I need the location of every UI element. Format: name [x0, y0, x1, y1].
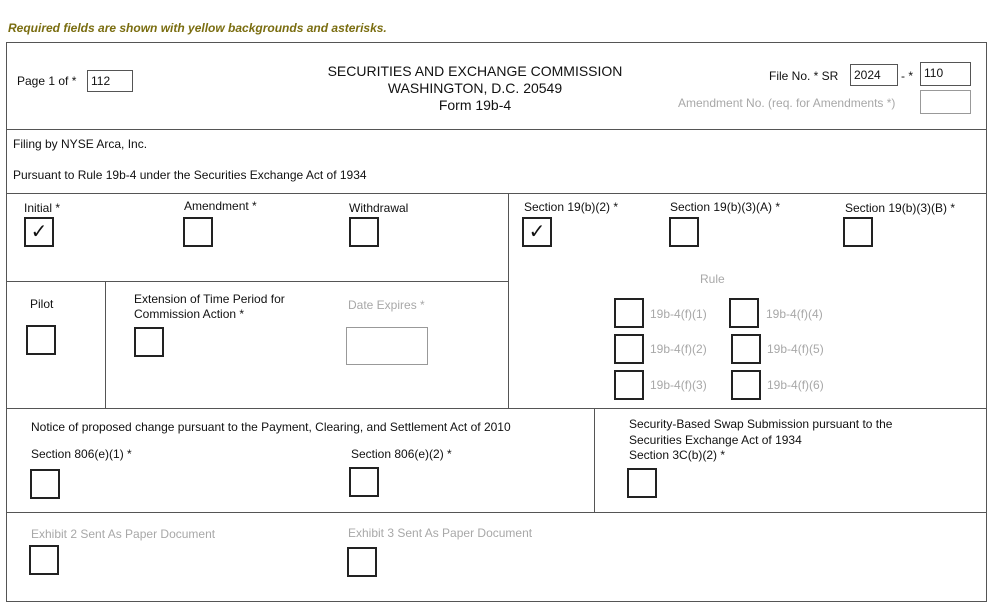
form-frame	[6, 42, 987, 602]
rule-19b4f3-checkbox[interactable]	[614, 370, 644, 400]
section-19b2-label: Section 19(b)(2) *	[524, 200, 619, 214]
amendment-number-field[interactable]	[920, 90, 971, 114]
swap-checkbox[interactable]	[627, 468, 657, 498]
file-year-field[interactable]: 2024	[850, 64, 898, 86]
divider-payment-exhibits	[6, 512, 987, 513]
pilot-label: Pilot	[30, 297, 54, 311]
section-19b3b-label: Section 19(b)(3)(B) *	[845, 201, 956, 215]
page-label: Page 1 of *	[17, 74, 77, 88]
section-806e1-label: Section 806(e)(1) *	[31, 447, 132, 461]
rule-19b4f6-label: 19b-4(f)(6)	[767, 378, 824, 392]
section-19b3a-checkbox[interactable]	[669, 217, 699, 247]
extension-checkbox[interactable]	[134, 327, 164, 357]
divider-header	[6, 129, 987, 130]
section-806e2-checkbox[interactable]	[349, 467, 379, 497]
exhibit2-checkbox[interactable]	[29, 545, 59, 575]
extension-label-line2: Commission Action *	[134, 307, 245, 321]
section-19b3b-checkbox[interactable]	[843, 217, 873, 247]
divider-left-right	[508, 193, 509, 408]
rule-19b4f1-checkbox[interactable]	[614, 298, 644, 328]
rule-19b4f3-label: 19b-4(f)(3)	[650, 378, 707, 392]
initial-checkbox[interactable]: ✓	[24, 217, 54, 247]
rule-19b4f5-checkbox[interactable]	[731, 334, 761, 364]
rule-19b4f5-label: 19b-4(f)(5)	[767, 342, 824, 356]
pilot-checkbox[interactable]	[26, 325, 56, 355]
section-19b2-checkbox[interactable]: ✓	[522, 217, 552, 247]
section-19b3a-label: Section 19(b)(3)(A) *	[670, 200, 781, 214]
exhibit3-checkbox[interactable]	[347, 547, 377, 577]
date-expires-label: Date Expires *	[348, 298, 425, 312]
date-expires-field[interactable]	[346, 327, 428, 365]
rule-19b4f4-checkbox[interactable]	[729, 298, 759, 328]
pursuant-label: Pursuant to Rule 19b-4 under the Securities Exchange Act of 1934	[13, 168, 367, 182]
swap-line3: Section 3C(b)(2) *	[629, 448, 726, 462]
rule-19b4f4-label: 19b-4(f)(4)	[766, 307, 823, 321]
amendment-checkbox[interactable]	[183, 217, 213, 247]
file-no-label: File No. * SR	[769, 69, 839, 83]
amendment-label: Amendment *	[184, 199, 257, 213]
exhibit3-label: Exhibit 3 Sent As Paper Document	[348, 526, 533, 540]
rule-19b4f1-label: 19b-4(f)(1)	[650, 307, 707, 321]
section-806e1-checkbox[interactable]	[30, 469, 60, 499]
initial-label: Initial *	[24, 201, 61, 215]
filing-by-label: Filing by NYSE Arca, Inc.	[13, 137, 148, 151]
form-title-line1: SECURITIES AND EXCHANGE COMMISSION	[327, 63, 623, 79]
swap-line2: Securities Exchange Act of 1934	[629, 433, 802, 447]
required-fields-notice: Required fields are shown with yellow backgrounds and asterisks.	[8, 21, 387, 35]
form-title-line3: Form 19b-4	[438, 97, 512, 113]
exhibit2-label: Exhibit 2 Sent As Paper Document	[31, 527, 216, 541]
divider-payment-swap	[594, 408, 595, 512]
withdrawal-checkbox[interactable]	[349, 217, 379, 247]
divider-filing	[6, 193, 987, 194]
file-dash-label: - *	[901, 69, 913, 83]
rule-19b4f6-checkbox[interactable]	[731, 370, 761, 400]
form-title-line2: WASHINGTON, D.C. 20549	[387, 80, 563, 96]
divider-type-pilot	[6, 281, 508, 282]
divider-pilot-extension	[105, 281, 106, 408]
swap-line1: Security-Based Swap Submission pursuant to the	[629, 417, 893, 431]
rule-19b4f2-checkbox[interactable]	[614, 334, 644, 364]
extension-label-line1: Extension of Time Period for	[134, 292, 285, 306]
amendment-number-label: Amendment No. (req. for Amendments *)	[678, 96, 896, 110]
divider-pilot-payment	[6, 408, 987, 409]
withdrawal-label: Withdrawal	[349, 201, 409, 215]
section-806e2-label: Section 806(e)(2) *	[351, 447, 452, 461]
file-number-field[interactable]: 110	[920, 62, 971, 86]
page-total-field[interactable]: 112	[87, 70, 133, 92]
rule-label: Rule	[700, 272, 725, 286]
rule-19b4f2-label: 19b-4(f)(2)	[650, 342, 707, 356]
payment-act-title: Notice of proposed change pursuant to the Payment, Clearing, and Settlement Act of 2010	[31, 420, 511, 434]
